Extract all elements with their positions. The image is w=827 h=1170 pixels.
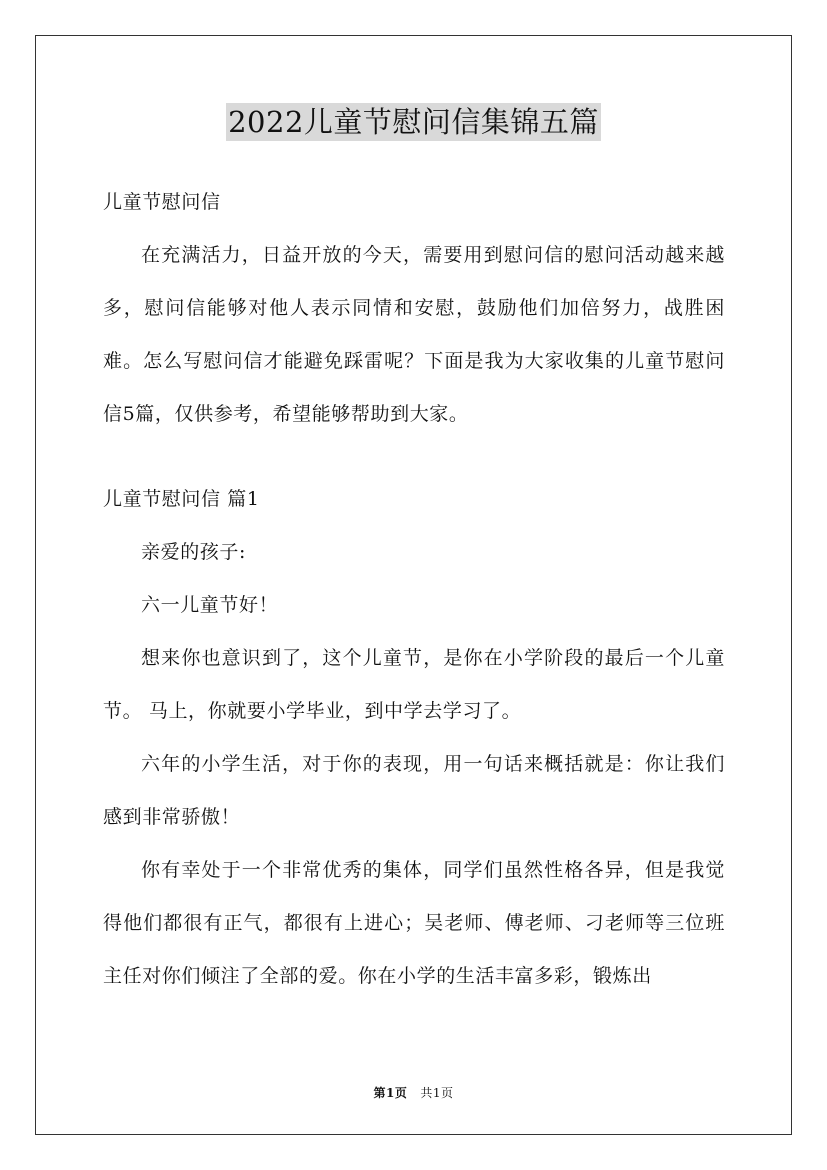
greeting: 亲爱的孩子: (141, 541, 247, 563)
body-paragraph: 想来你也意识到了，这个儿童节，是你在小学阶段的最后一个儿童节。 马上，你就要小学毕业，到中学去学习了。 (103, 647, 725, 722)
page-footer (0, 1084, 827, 1101)
document-title-text: 2022儿童节慰问信集锦五篇 (228, 105, 599, 139)
part-heading: 儿童节慰问信 篇1 (103, 488, 260, 510)
document-title (0, 100, 827, 141)
spacer (103, 441, 725, 473)
body-paragraph: 你有幸处于一个非常优秀的集体，同学们虽然性格各异，但是我觉得他们都很有正气，都很有上进心；吴老师、傅老师、刁老师等三位班主任对你们倾注了全部的爱。你在小学的生活丰富多彩，锻炼出 (103, 859, 725, 987)
document-body (103, 176, 725, 1003)
page-number: 第1页 (373, 1086, 408, 1100)
body-paragraph: 六年的小学生活，对于你的表现，用一句话来概括就是：你让我们感到非常骄傲！ (103, 753, 725, 828)
intro-paragraph: 在充满活力，日益开放的今天，需要用到慰问信的慰问活动越来越多，慰问信能够对他人表示同情和安慰，鼓励他们加倍努力，战胜困难。怎么写慰问信才能避免踩雷呢？下面是我为大家收集的儿童节慰问信5篇，仅供参考，希望能够帮助到大家。 (103, 244, 725, 425)
section-heading: 儿童节慰问信 (103, 191, 221, 213)
page-total: 共1页 (420, 1086, 454, 1100)
wish-line: 六一儿童节好！ (141, 594, 279, 616)
